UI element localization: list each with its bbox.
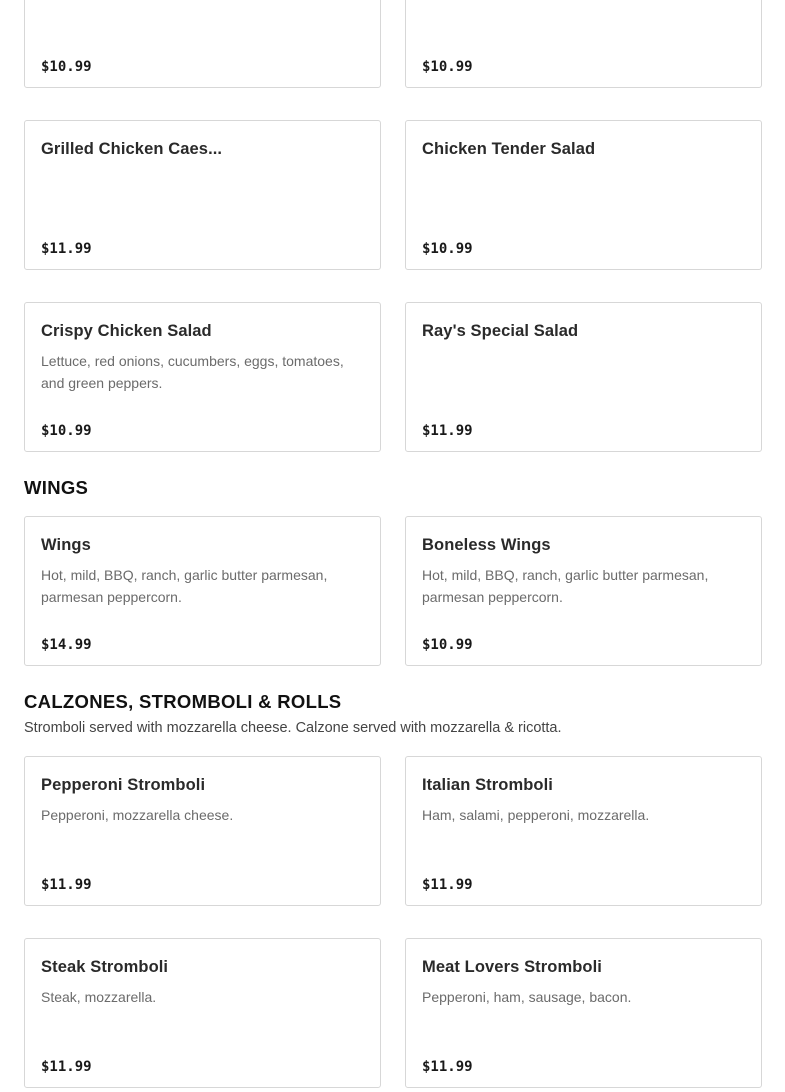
menu-item-description: Hot, mild, BBQ, ranch, garlic butter parmesan, parmesan peppercorn. xyxy=(41,567,328,605)
menu-item-name: Grilled Chicken Caes... xyxy=(41,140,223,158)
menu-item-name: Boneless Wings xyxy=(422,536,551,554)
menu-item-description: Lettuce, red onions, cucumbers, eggs, tomatoes, and green peppers. xyxy=(41,353,344,391)
menu-item-card[interactable] xyxy=(24,938,381,1088)
menu-item-card[interactable] xyxy=(24,756,381,906)
menu-item-card[interactable] xyxy=(405,302,762,452)
menu-item-name: Italian Stromboli xyxy=(422,776,553,794)
section-title-calzones: CALZONES, STROMBOLI & ROLLS xyxy=(24,691,342,712)
menu-item-price: $11.99 xyxy=(41,877,92,893)
menu-item-description: Pepperoni, ham, sausage, bacon. xyxy=(422,989,632,1005)
menu-item-description: Ham, salami, pepperoni, mozzarella. xyxy=(422,807,650,823)
menu-item-card[interactable] xyxy=(405,0,762,88)
menu-item-price: $10.99 xyxy=(422,241,473,257)
menu-item-card[interactable] xyxy=(24,0,381,88)
menu-item-price: $11.99 xyxy=(41,1059,92,1075)
menu-item-price: $11.99 xyxy=(41,241,92,257)
menu-item-card[interactable] xyxy=(405,120,762,270)
menu-item-name: Steak Stromboli xyxy=(41,958,169,976)
menu-item-card[interactable] xyxy=(24,120,381,270)
menu-item-name: Ray's Special Salad xyxy=(422,322,579,340)
menu-item-price: $10.99 xyxy=(41,59,92,75)
menu-item-description: Hot, mild, BBQ, ranch, garlic butter parmesan, parmesan peppercorn. xyxy=(422,567,709,605)
menu-item-description: Steak, mozzarella. xyxy=(41,989,157,1005)
section-title-wings: WINGS xyxy=(24,477,89,498)
menu-item-price: $14.99 xyxy=(41,637,92,653)
menu-item-description: Pepperoni, mozzarella cheese. xyxy=(41,807,234,823)
section-description: Stromboli served with mozzarella cheese. Calzone served with mozzarella & ricotta. xyxy=(24,720,562,736)
menu-item-price: $10.99 xyxy=(41,423,92,439)
menu-item-card[interactable] xyxy=(405,756,762,906)
menu-item-price: $11.99 xyxy=(422,423,473,439)
menu-item-name: Wings xyxy=(41,536,91,554)
menu-item-price: $11.99 xyxy=(422,877,473,893)
menu-item-name: Chicken Tender Salad xyxy=(422,140,596,158)
menu-item-card[interactable] xyxy=(24,302,381,452)
menu-item-price: $10.99 xyxy=(422,59,473,75)
menu-item-name: Pepperoni Stromboli xyxy=(41,776,206,794)
menu-item-name: Meat Lovers Stromboli xyxy=(422,958,602,976)
menu-item-price: $11.99 xyxy=(422,1059,473,1075)
menu-item-name: Crispy Chicken Salad xyxy=(41,322,212,340)
menu-item-card[interactable] xyxy=(405,938,762,1088)
menu-item-price: $10.99 xyxy=(422,637,473,653)
menu-item-card[interactable] xyxy=(405,516,762,666)
menu-item-card[interactable] xyxy=(24,516,381,666)
